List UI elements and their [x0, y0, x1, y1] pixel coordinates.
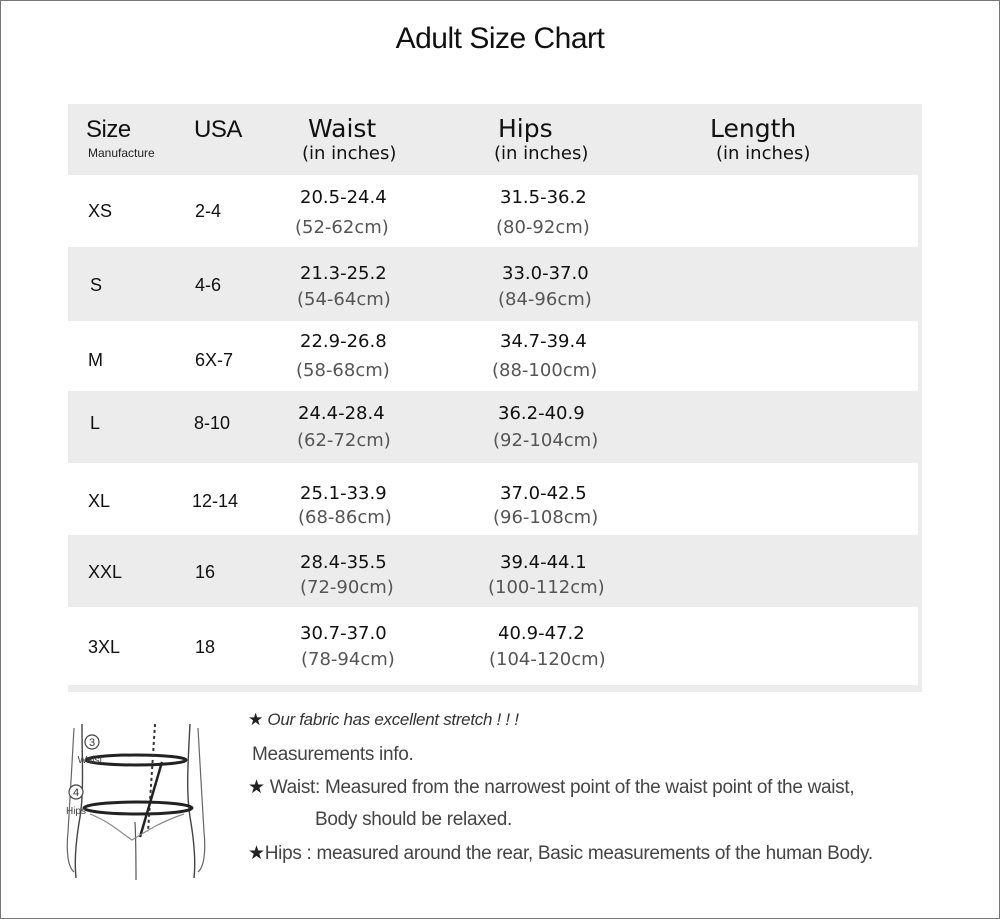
waist-inches: 25.1-33.9 [300, 483, 387, 504]
table-row [68, 247, 918, 321]
table-row [68, 463, 918, 535]
waist-cm: (52-62cm) [295, 217, 389, 238]
table-row [68, 391, 918, 461]
waist-inches: 20.5-24.4 [300, 187, 387, 208]
usa-value: 4-6 [195, 275, 222, 295]
hips-cm: (104-120cm) [489, 649, 606, 670]
table-row [68, 535, 918, 607]
stretch-note-text: Our fabric has excellent stretch ! ! ! [267, 710, 519, 729]
stretch-note [248, 710, 519, 730]
hips-cm: (80-92cm) [496, 217, 590, 238]
hips-inches: 34.7-39.4 [500, 331, 587, 352]
waist-marker-label: Waist [77, 755, 103, 766]
waist-cm: (58-68cm) [296, 360, 390, 381]
size-table [68, 104, 922, 692]
size-value: 3XL [88, 637, 121, 657]
hips-inches: 40.9-47.2 [498, 623, 585, 644]
waist-inches: 30.7-37.0 [300, 623, 387, 644]
star-icon: ★ [248, 843, 265, 864]
table-header [68, 104, 918, 174]
hips-inches: 33.0-37.0 [502, 263, 589, 284]
size-value: XL [88, 491, 111, 511]
hips-inches: 37.0-42.5 [500, 483, 587, 504]
size-value: XXL [88, 562, 123, 582]
header-length: Length [710, 114, 797, 143]
usa-value: 2-4 [195, 201, 222, 221]
body-outline-icon [60, 722, 220, 882]
table-row [68, 607, 918, 685]
waist-cm: (68-86cm) [298, 507, 392, 528]
hips-inches: 39.4-44.1 [500, 552, 587, 573]
hips-cm: (100-112cm) [488, 577, 605, 598]
header-usa: USA [194, 116, 242, 143]
hips-cm: (88-100cm) [492, 360, 598, 381]
usa-value: 6X-7 [195, 350, 234, 370]
waist-cm: (72-90cm) [300, 577, 394, 598]
waist-inches: 21.3-25.2 [300, 263, 387, 284]
header-manufacture: Manufacture [88, 146, 155, 160]
waist-cm: (78-94cm) [301, 649, 395, 670]
measurements-heading: Measurements info. [252, 744, 414, 765]
size-value: M [88, 350, 103, 370]
hips-marker-number: 4 [72, 787, 80, 799]
table-row [68, 321, 918, 391]
usa-value: 18 [195, 637, 216, 657]
waist-inches: 22.9-26.8 [300, 331, 387, 352]
size-value: L [90, 413, 101, 433]
hips-cm: (96-108cm) [493, 507, 599, 528]
waist-note-text: Waist: Measured from the narrowest point of the waist point of the waist, [269, 777, 855, 798]
star-icon: ★ [248, 777, 265, 798]
header-hips: Hips [498, 114, 553, 143]
size-value: S [90, 275, 103, 295]
header-length-unit: (in inches) [716, 143, 811, 164]
hips-note-text: Hips : measured around the rear, Basic measurements of the human Body. [264, 843, 873, 864]
waist-inches: 24.4-28.4 [298, 403, 385, 424]
waist-note-line2: Body should be relaxed. [315, 809, 512, 830]
waist-note [248, 776, 854, 799]
header-hips-unit: (in inches) [494, 143, 589, 164]
table-row [68, 175, 918, 247]
usa-value: 8-10 [194, 413, 231, 433]
header-size: Size [86, 116, 131, 143]
waist-inches: 28.4-35.5 [300, 552, 387, 573]
hips-marker-label: Hips [65, 806, 87, 817]
usa-value: 16 [195, 562, 216, 582]
body-measurement-illustration [60, 722, 220, 882]
header-waist-unit: (in inches) [302, 143, 397, 164]
hips-cm: (92-104cm) [493, 430, 599, 451]
hips-cm: (84-96cm) [498, 289, 592, 310]
waist-cm: (62-72cm) [297, 430, 391, 451]
waist-cm: (54-64cm) [297, 289, 391, 310]
usa-value: 12-14 [192, 491, 239, 511]
star-icon: ★ [248, 710, 263, 729]
hips-note [248, 842, 873, 865]
header-waist: Waist [308, 114, 377, 143]
page-title: Adult Size Chart [395, 22, 605, 55]
hips-inches: 36.2-40.9 [498, 403, 585, 424]
size-value: XS [88, 201, 113, 221]
hips-inches: 31.5-36.2 [500, 187, 587, 208]
waist-marker-number: 3 [88, 737, 96, 749]
